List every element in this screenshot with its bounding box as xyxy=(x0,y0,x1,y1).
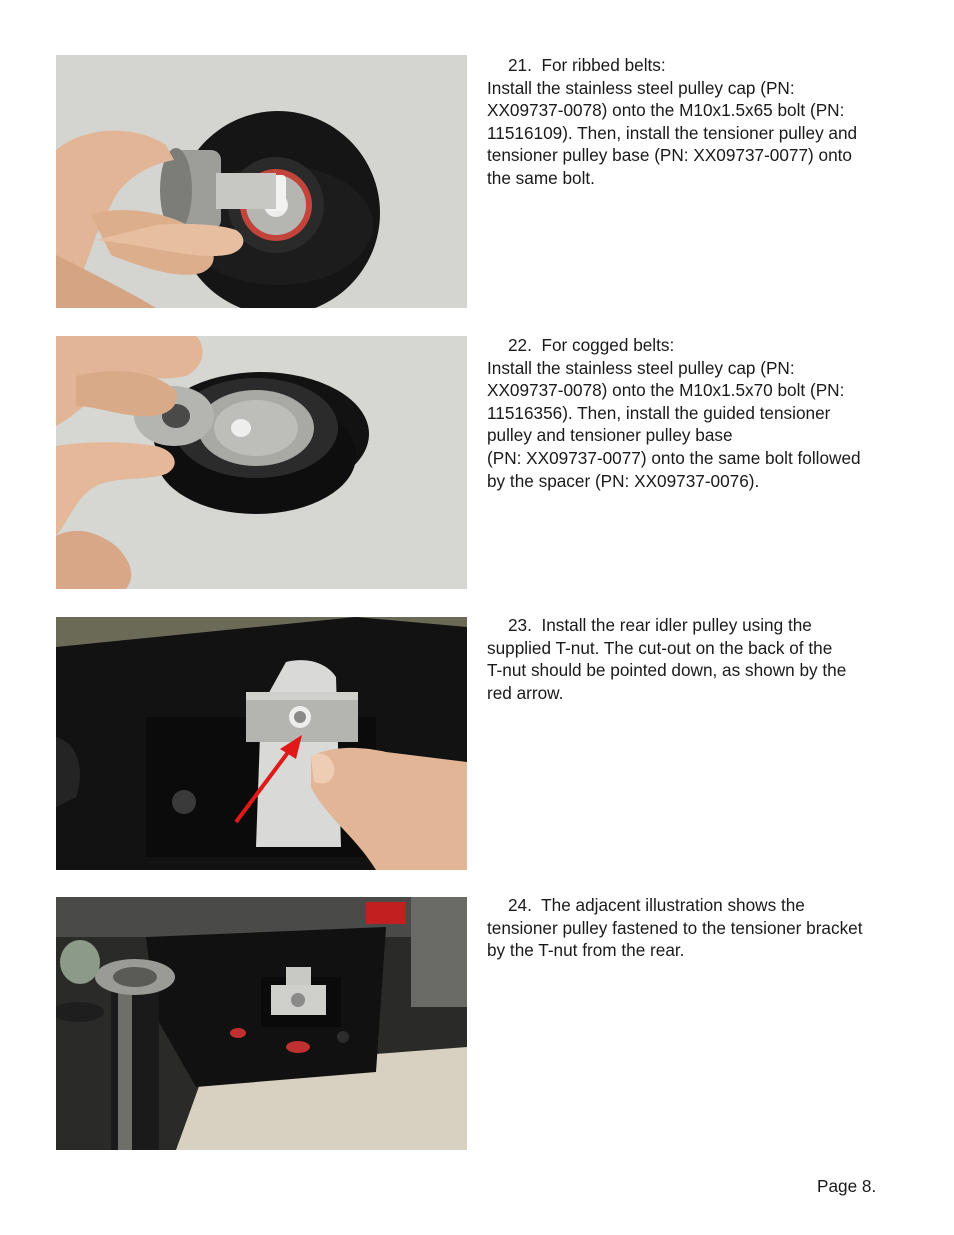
photo-illustration xyxy=(56,55,467,308)
step-23-line: red arrow. xyxy=(487,682,564,703)
photo-illustration xyxy=(56,617,467,870)
photo-cogged-belt-pulley-cap xyxy=(56,336,467,589)
step-22-line: pulley and tensioner pulley base xyxy=(487,425,733,446)
photo-ribbed-belt-pulley-cap xyxy=(56,55,467,308)
step-22-line: Install the stainless steel pulley cap (PN: xyxy=(487,357,795,378)
photo-illustration xyxy=(56,336,467,589)
step-21-line: XX09737-0078) onto the M10x1.5x65 bolt (PN: xyxy=(487,100,845,121)
page-number: Page 8. xyxy=(817,1176,877,1196)
step-24-heading: 24. The adjacent illustration shows the xyxy=(508,895,805,915)
photo-tensioner-bracket-assembled xyxy=(56,897,467,1150)
step-23-text xyxy=(487,614,907,704)
step-22-text xyxy=(487,334,907,492)
step-23-line: supplied T-nut. The cut-out on the back of the xyxy=(487,637,833,658)
step-21-heading: 21. For ribbed belts: xyxy=(508,55,666,75)
step-21-line: the same bolt. xyxy=(487,167,595,188)
step-22-heading: 22. For cogged belts: xyxy=(508,335,675,355)
step-22-line: (PN: XX09737-0077) onto the same bolt followed xyxy=(487,447,861,468)
step-22-line: by the spacer (PN: XX09737-0076). xyxy=(487,470,760,491)
step-24-text xyxy=(487,894,907,962)
photo-illustration xyxy=(56,897,467,1150)
step-21-text xyxy=(487,54,907,190)
step-21-line: tensioner pulley base (PN: XX09737-0077) onto xyxy=(487,145,852,166)
step-22-line: XX09737-0078) onto the M10x1.5x70 bolt (PN: xyxy=(487,380,845,401)
step-24-line: tensioner pulley fastened to the tensioner bracket xyxy=(487,917,863,938)
step-21-line: Install the stainless steel pulley cap (PN: xyxy=(487,77,795,98)
step-21-line: 11516109). Then, install the tensioner pulley and xyxy=(487,122,858,143)
step-23-heading: 23. Install the rear idler pulley using the xyxy=(508,615,812,635)
step-23-line: T-nut should be pointed down, as shown by the xyxy=(487,660,847,681)
step-24-line: by the T-nut from the rear. xyxy=(487,940,685,961)
step-22-line: 11516356). Then, install the guided tensioner xyxy=(487,402,831,423)
photo-rear-idler-t-nut xyxy=(56,617,467,870)
